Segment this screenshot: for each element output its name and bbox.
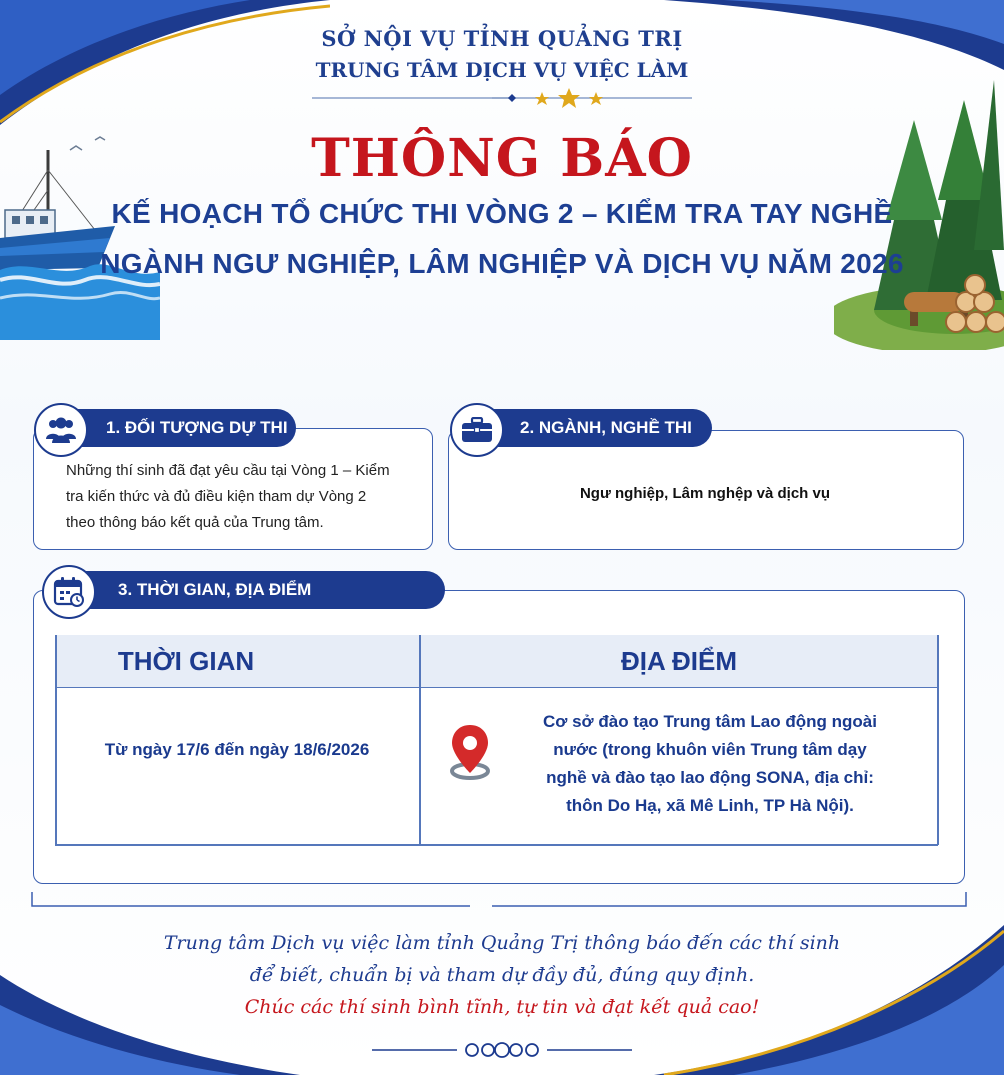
table-right-border [937, 635, 939, 845]
section1-line-1: Những thí sinh đã đạt yêu cầu tại Vòng 1 – Kiểm [66, 462, 390, 479]
location-column-header: ĐỊA ĐIỂM [620, 646, 738, 676]
org-line-2: TRUNG TÂM DỊCH VỤ VIỆC LÀM [315, 58, 689, 82]
section3-heading: 3. THỜI GIAN, ĐỊA ĐIỂM [60, 571, 445, 609]
org-line-1: SỞ NỘI VỤ TỈNH QUẢNG TRỊ [321, 26, 683, 51]
section1-line-2: tra kiến thức và đủ điều kiện tham dự Vòng 2 [66, 488, 367, 505]
time-column-header: THỜI GIAN [117, 646, 255, 676]
closing-line-1: Trung tâm Dịch vụ việc làm tỉnh Quảng Trị thông báo đến các thí sinh [163, 932, 841, 954]
section1-line-3: theo thông báo kết quả của Trung tâm. [66, 514, 324, 531]
section-bottom-divider [30, 890, 970, 910]
ornament-divider-decoration [372, 1038, 632, 1062]
closing-line-3: Chúc các thí sinh bình tĩnh, tự tin và đạt kết quả cao! [244, 996, 760, 1018]
bottom-left-swoosh-decoration [0, 975, 300, 1075]
section2-badge [450, 403, 504, 457]
bottom-right-swoosh-decoration [654, 925, 1004, 1075]
location-pin-icon [446, 723, 494, 781]
announcement-title: THÔNG BÁO [311, 128, 693, 189]
table-column-divider [419, 635, 421, 845]
table-bottom-border [55, 844, 938, 846]
location-line-4: thôn Do Hạ, xã Mê Linh, TP Hà Nội). [566, 796, 854, 815]
closing-line-2: để biết, chuẩn bị và tham dự đầy đủ, đúng quy định. [249, 964, 755, 986]
subtitle-line-1: KẾ HOẠCH TỔ CHỨC THI VÒNG 2 – KIỂM TRA TAY NGHỀ [111, 198, 893, 229]
location-line-1: Cơ sở đào tạo Trung tâm Lao động ngoài [543, 712, 877, 731]
location-line-3: nghề và đào tạo lao động SONA, địa chỉ: [546, 768, 874, 787]
briefcase-icon [461, 417, 493, 443]
section3-badge [42, 565, 96, 619]
subtitle-line-2: NGÀNH NGƯ NGHIỆP, LÂM NGHIỆP VÀ DỊCH VỤ NĂM 2026 [100, 248, 904, 279]
section1-badge [34, 403, 88, 457]
section1-heading: 1. ĐỐI TƯỢNG DỰ THI [48, 409, 296, 447]
people-group-icon [44, 415, 78, 445]
exam-time-cell: Từ ngày 17/6 đến ngày 18/6/2026 [104, 740, 370, 759]
section2-heading: 2. NGÀNH, NGHỀ THI [462, 409, 712, 447]
stars-divider-decoration [312, 86, 692, 110]
calendar-icon [53, 576, 85, 608]
location-line-2: nước (trong khuôn viên Trung tâm dạy [553, 740, 867, 759]
section2-text: Ngư nghiệp, Lâm nghệp và dịch vụ [579, 485, 831, 502]
